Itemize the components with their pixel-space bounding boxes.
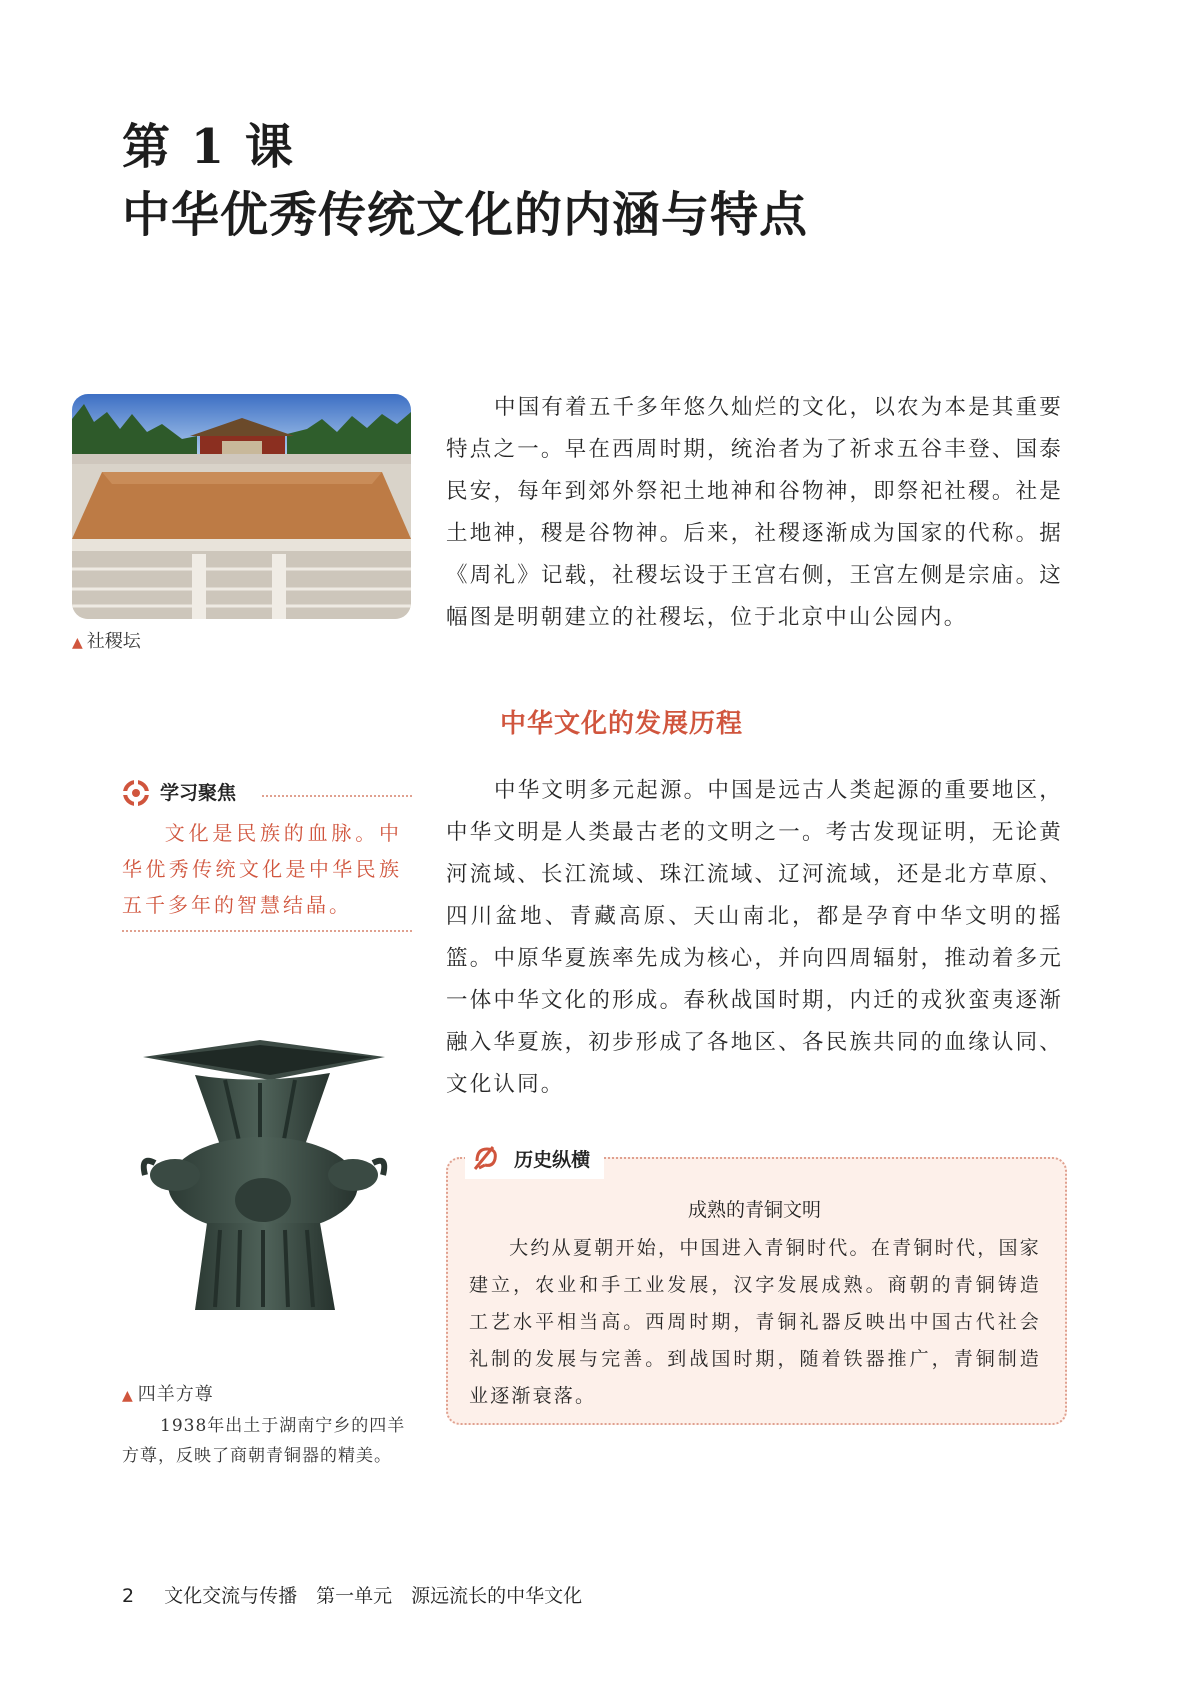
dotted-divider	[122, 930, 412, 932]
artifact-caption-text: 1938年出土于湖南宁乡的四羊方尊，反映了商朝青铜器的精美。	[122, 1416, 406, 1466]
intro-paragraph: 中国有着五千多年悠久灿烂的文化，以农为本是其重要特点之一。早在西周时期，统治者为了祈求五谷丰登、国泰民安，每年到郊外祭祀土地神和谷物神，即祭祀社稷。社是土地神，稷是谷物神。后来，社稷逐渐成为国家的代称。据《周礼》记载，社稷坛设于王宫右侧，王宫左侧是宗庙。这幅图是明朝建立的社稷坛，位于北京中山公园内。	[446, 395, 1063, 630]
dotted-divider	[262, 795, 412, 797]
section-paragraph: 中华文明多元起源。中国是远古人类起源的重要地区，中华文明是人类最古老的文明之一。考古发现证明，无论黄河流域、长江流域、珠江流域、辽河流域，还是北方草原、四川盆地、青藏高原、天山南北，都是孕育中华文明的摇篮。中原华夏族率先成为核心，并向四周辐射，推动着多元一体中华文化的形成。春秋战国时期，内迁的戎狄蛮夷逐渐融入华夏族，初步形成了各地区、各民族共同的血缘认同、文化认同。	[446, 778, 1063, 1097]
artifact-caption	[122, 1380, 414, 1471]
history-box-text: 大约从夏朝开始，中国进入青铜时代。在青铜时代，国家建立，农业和手工业发展，汉字发展成熟。商朝的青铜铸造工艺水平相当高。西周时期，青铜礼器反映出中国古代社会礼制的发展与完善。到战国时期，随着铁器推广，青铜制造业逐渐衰落。	[469, 1237, 1041, 1407]
triangle-marker-icon: ▲	[122, 1388, 134, 1404]
history-box-header	[465, 1143, 604, 1179]
learning-focus-label: 学习聚焦	[160, 782, 237, 804]
footer-book-title: 文化交流与传播 第一单元 源远流长的中华文化	[164, 1585, 583, 1607]
history-box-title: 成熟的青铜文明	[687, 1199, 821, 1221]
triangle-marker-icon: ▲	[72, 635, 83, 651]
page-footer	[122, 1581, 582, 1608]
section-heading: 中华文化的发展历程	[500, 709, 744, 739]
learning-focus-text: 文化是民族的血脉。中华优秀传统文化是中华民族五千多年的智慧结晶。	[122, 821, 402, 917]
page-number: 2	[122, 1585, 135, 1607]
altar-photo-caption: ▲ 社稷坛	[72, 631, 141, 652]
lesson-title: 中华优秀传统文化的内涵与特点	[122, 187, 809, 243]
artifact-caption-title: 四羊方尊	[137, 1384, 214, 1405]
target-icon	[122, 779, 150, 807]
history-swirl-icon	[471, 1143, 501, 1173]
history-box-label: 历史纵横	[514, 1148, 591, 1171]
altar-photo	[72, 394, 411, 619]
learning-focus-header	[122, 778, 412, 808]
lesson-number: 第 1 课	[122, 119, 295, 175]
four-ram-square-zun-image	[135, 1035, 395, 1325]
